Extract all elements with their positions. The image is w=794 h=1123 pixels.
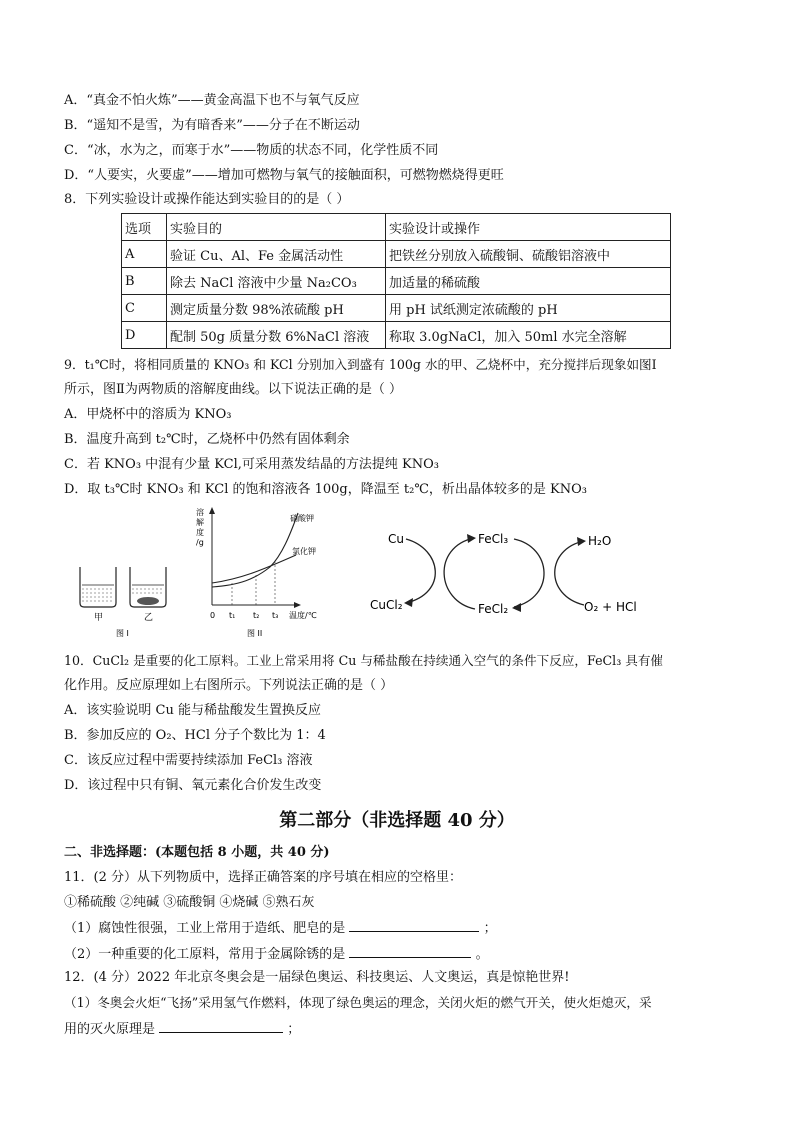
table-cell: 把铁丝分别放入硫酸铜、硫酸铝溶液中 [386, 241, 671, 268]
q11-sub2-text: （2）一种重要的化工原料，常用于金属除锈的是 [64, 947, 346, 962]
solubility-chart [196, 507, 317, 638]
cycle-h2o: H₂O [588, 534, 612, 548]
q12-sub1-text: 用的灭火原理是 [64, 1022, 156, 1037]
arc-cu-to-cucl2 [406, 539, 435, 603]
reaction-cycle-diagram [370, 532, 637, 616]
q11-sub2-end: 。 [475, 947, 489, 962]
x-axis-label: 温度/℃ [289, 611, 317, 620]
beaker-label-jia: 甲 [94, 613, 104, 623]
q11-sub1-text: （1）腐蚀性很强，工业上常用于造纸、肥皂的是 [64, 921, 346, 936]
table-cell: 测定质量分数 98%浓硫酸 pH [167, 295, 386, 322]
q10-option-a: A．该实验说明 Cu 能与稀盐酸发生置换反应 [64, 703, 321, 718]
table-header-cell: 实验目的 [167, 214, 386, 241]
q8-table [121, 213, 671, 349]
q10-option-d: D．该过程中只有铜、氧元素化合价发生改变 [64, 778, 322, 793]
beaker-label-yi: 乙 [144, 613, 154, 623]
arc-fecl2-to-fecl3 [444, 538, 475, 609]
q9-q10-figures [70, 505, 710, 640]
cycle-fecl3: FeCl₃ [478, 532, 509, 546]
table-cell: 加适量的稀硫酸 [386, 268, 671, 295]
curve-label-kno3: 硝酸钾 [290, 514, 314, 523]
table-row [122, 268, 671, 295]
q8-stem: 8．下列实验设计或操作能达到实验目的的是（ ） [64, 192, 350, 207]
q11-sub2 [64, 944, 489, 963]
table-cell: C [122, 295, 167, 322]
y-axis-label-4: /g [196, 538, 204, 547]
q9-option-c: C．若 KNO₃ 中混有少量 KCl,可采用蒸发结晶的方法提纯 KNO₃ [64, 457, 439, 472]
y-axis-label-1: 溶 [196, 508, 204, 517]
answer-blank[interactable] [349, 944, 471, 958]
answer-blank[interactable] [159, 1019, 283, 1033]
q12-sub1-line1: （1）冬奥会火炬“飞扬”采用氢气作燃料，体现了绿色奥运的理念，关闭火炬的燃气开关，使火炬熄灭，采 [64, 995, 652, 1010]
q10-stem-line1: 10．CuCl₂ 是重要的化工原料。工业上常采用将 Cu 与稀盐酸在持续通入空气的条件下反应，FeCl₃ 具有催 [64, 653, 664, 668]
part2-title: 第二部分（非选择题 40 分） [279, 810, 515, 831]
kno3-curve [212, 513, 298, 587]
q11-sub1 [64, 918, 497, 937]
y-axis-label-3: 度 [196, 528, 204, 537]
table-header-row [122, 214, 671, 241]
arc-fecl3-to-fecl2 [514, 539, 544, 607]
q11-stem: 11．(2 分）从下列物质中，选择正确答案的序号填在相应的空格里： [64, 870, 463, 885]
q10-option-b: B．参加反应的 O₂、HCl 分子个数比为 1：4 [64, 728, 326, 743]
table-cell: 用 pH 试纸测定浓硫酸的 pH [386, 295, 671, 322]
cycle-cucl2: CuCl₂ [370, 598, 403, 612]
q7-option-d: D．“人要实，火要虚”——增加可燃物与氧气的接触面积，可燃物燃烧得更旺 [64, 168, 504, 183]
table-cell: A [122, 241, 167, 268]
curve-label-kcl: 氯化钾 [292, 547, 316, 556]
x-tick-t1: t₁ [229, 611, 236, 620]
beaker-yi [130, 567, 166, 607]
q7-option-b: B．“遥知不是雪，为有暗香来”——分子在不断运动 [64, 118, 360, 133]
q10-stem-line2: 化作用。反应原理如上右图所示。下列说法正确的是（ ） [64, 678, 394, 693]
q12-stem: 12．(4 分）2022 年北京冬奥会是一届绿色奥运、科技奥运、人文奥运，真是惊艳世界! [64, 970, 570, 985]
fig1-caption: 图 I [116, 629, 129, 638]
table-cell: D [122, 322, 167, 349]
q12-sub1-line2 [64, 1019, 300, 1038]
table-cell: 验证 Cu、Al、Fe 金属活动性 [167, 241, 386, 268]
table-header-cell: 选项 [122, 214, 167, 241]
q12-sub1-end: ； [287, 1022, 301, 1037]
x-tick-0: 0 [210, 611, 216, 620]
q7-option-a: A．“真金不怕火炼”——黄金高温下也不与氧气反应 [64, 93, 360, 108]
x-tick-t3: t₃ [272, 611, 279, 620]
table-cell: 配制 50g 质量分数 6%NaCl 溶液 [167, 322, 386, 349]
q11-choices: ①稀硫酸 ②纯碱 ③硫酸铜 ④烧碱 ⑤熟石灰 [64, 895, 315, 910]
q9-option-a: A．甲烧杯中的溶质为 KNO₃ [64, 407, 232, 422]
cycle-fecl2: FeCl₂ [478, 602, 509, 616]
table-cell: 称取 3.0gNaCl，加入 50ml 水完全溶解 [386, 322, 671, 349]
q7-option-c: C．“冰，水为之，而寒于水”——物质的状态不同，化学性质不同 [64, 143, 439, 158]
y-axis-label-2: 解 [196, 518, 204, 527]
fig2-caption: 图 II [247, 629, 263, 638]
beaker-jia [80, 567, 116, 607]
table-cell: 除去 NaCl 溶液中少量 Na₂CO₃ [167, 268, 386, 295]
q9-stem-line2: 所示，图Ⅱ为两物质的溶解度曲线。以下说法正确的是（ ） [64, 382, 402, 397]
q11-sub1-end: ； [483, 921, 497, 936]
arc-o2hcl-to-h2o [555, 541, 584, 605]
table-row [122, 295, 671, 322]
q9-stem-line1: 9．t₁℃时，将相同质量的 KNO₃ 和 KCl 分别加入到盛有 100g 水的甲、乙烧杯中，充分搅拌后现象如图Ⅰ [64, 357, 657, 372]
kcl-curve [212, 555, 296, 583]
table-row [122, 241, 671, 268]
table-row [122, 322, 671, 349]
table-cell: B [122, 268, 167, 295]
cycle-o2-hcl: O₂ + HCl [584, 600, 637, 614]
q9-option-b: B．温度升高到 t₂℃时，乙烧杯中仍然有固体剩余 [64, 432, 350, 447]
x-tick-t2: t₂ [253, 611, 260, 620]
q9-option-d: D．取 t₃℃时 KNO₃ 和 KCl 的饱和溶液各 100g，降温至 t₂℃，析出晶体较多的是 KNO₃ [64, 482, 587, 497]
table-header-cell: 实验设计或操作 [386, 214, 671, 241]
q10-option-c: C．该反应过程中需要持续添加 FeCl₃ 溶液 [64, 753, 313, 768]
answer-blank[interactable] [349, 918, 479, 932]
cycle-cu: Cu [388, 532, 404, 546]
section-heading: 二、非选择题：(本题包括 8 小题，共 40 分) [64, 845, 330, 860]
